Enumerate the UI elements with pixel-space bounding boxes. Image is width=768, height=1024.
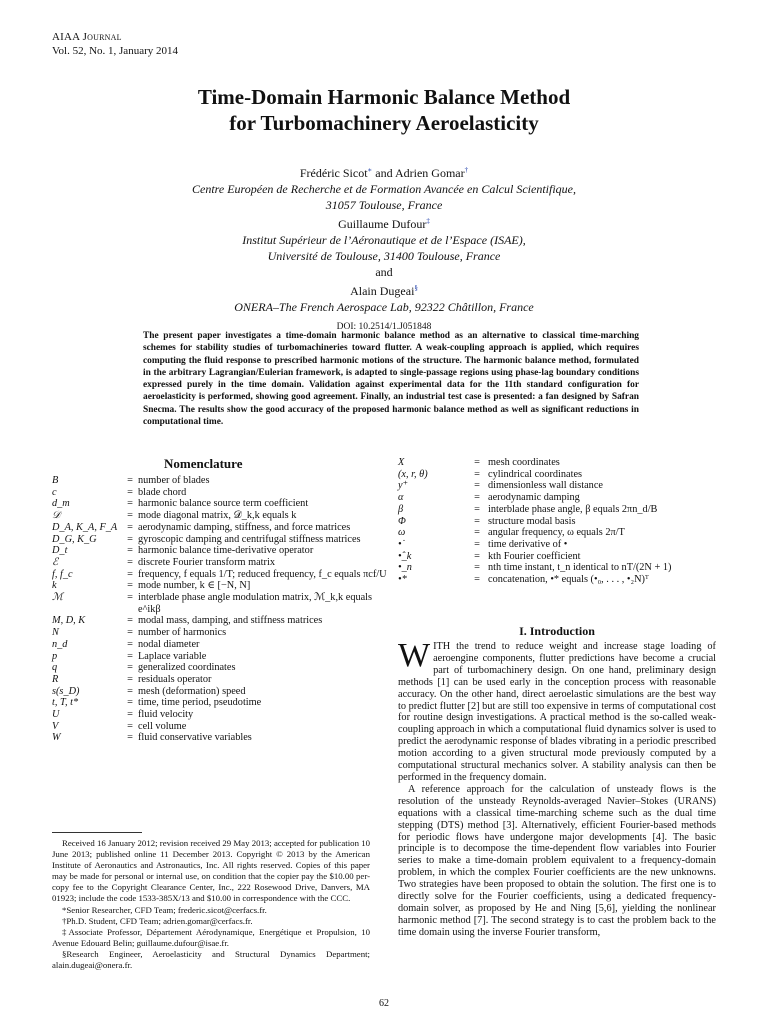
- nomenclature-symbol: M, D, K: [52, 615, 86, 627]
- nomenclature-row: [398, 516, 714, 528]
- journal-header: [52, 30, 178, 58]
- nomenclature-row: [398, 469, 714, 481]
- nomenclature-definition: concatenation, •* equals (•₀, . . . , •₂N)ᵀ: [488, 574, 649, 586]
- nomenclature-row: [398, 551, 714, 563]
- nomenclature-symbol: q: [52, 662, 58, 674]
- nomenclature-definition: fluid conservative variables: [138, 732, 252, 744]
- nomenclature-definition: gyroscopic damping and centrifugal stiffness matrices: [138, 533, 361, 545]
- nomenclature-symbol: N: [52, 627, 59, 639]
- nomenclature-row: [398, 457, 714, 469]
- nomenclature-equals: =: [127, 709, 133, 721]
- nomenclature-row: [52, 639, 396, 651]
- nomenclature-equals: =: [127, 627, 133, 639]
- doi-label: DOI:: [336, 322, 359, 332]
- nomenclature-equals: =: [474, 515, 480, 527]
- author-dufour: Guillaume Dufour: [338, 217, 427, 231]
- nomenclature-symbol: •*: [398, 574, 407, 586]
- nomenclature-row: [52, 721, 396, 733]
- nomenclature-definition: time derivative of •: [488, 538, 568, 550]
- nomenclature-row: [398, 539, 714, 551]
- author-and: and: [375, 265, 393, 279]
- nomenclature-definition: harmonic balance time-derivative operator: [138, 545, 314, 557]
- nomenclature-equals: =: [127, 732, 133, 744]
- nomenclature-symbol: y⁺: [398, 480, 409, 492]
- intro-paragraph-1-text: ITH the trend to reduce weight and increase stage loading of aeroengine components, flutter predictions have become a crucial part of turbomachinery design. On one hand, preliminary design methods [1] can be used early in the conception process with reasonable accuracy. On the other hand, direct aeroelastic simulations are the best way to predict flutter [2] but are still too expensive in terms of computational cost for routine design investigations. A practical method is the so-called weak-coupling approach in which a computational fluid dynamics solver is used to predict the aerodynamic response of blades vibrating in a periodic prescribed motion according to a given structural mode previously computed by a computational structural mechanics solver. A stability analysis can then be performed in the frequency domain.: [398, 641, 716, 783]
- nomenclature-definition: harmonic balance source term coefficient: [138, 498, 309, 510]
- author-dufour-line: [0, 213, 768, 232]
- nomenclature-equals: =: [127, 498, 133, 510]
- nomenclature-symbol: X: [398, 457, 405, 468]
- nomenclature-definition: frequency, f equals 1/T; reduced frequency, f_c equals πcf/U: [138, 568, 387, 580]
- nomenclature-row: [52, 627, 396, 639]
- nomenclature-equals: =: [127, 533, 133, 545]
- nomenclature-row: [52, 732, 396, 744]
- nomenclature-row: [52, 475, 396, 487]
- nomenclature-definition: cylindrical coordinates: [488, 468, 583, 480]
- abstract: The present paper investigates a time-domain harmonic balance method as an alternative to classical time-marching schemes for stability studies of turbomachineries toward flutter. A weak-coupling approach is applied, which requires computing the fluid response to prescribed harmonic motions of the structure. The harmonic balance method, formulated in the arbitrary Lagrangian/Eulerian framework, is adapted to single-passage regions using phase-lag boundary conditions expressed purely in the time domain. Validation against experimental data for the 11th standard configuration for aeroelasticity is performed, showing good agreement. Finally, an industrial test case is presented: a fan designed by Safran Snecma. The results show the good accuracy of the proposed harmonic balance method as well as significant reductions in computational time.: [143, 331, 639, 428]
- nomenclature-equals: =: [127, 697, 133, 709]
- footnotes: [52, 838, 370, 971]
- nomenclature-equals: =: [127, 521, 133, 533]
- title-line-1: Time-Domain Harmonic Balance Method: [197, 85, 571, 109]
- nomenclature-definition: mode number, k ∈ [−N, N]: [138, 580, 251, 592]
- nomenclature-symbol: Φ: [398, 515, 406, 527]
- footnote-link-gomar[interactable]: †: [464, 166, 469, 174]
- nomenclature-row: [52, 510, 396, 522]
- affiliation-isae-1: Institut Supérieur de l’Aéronautique et de l’Espace (ISAE),: [242, 233, 526, 247]
- section-heading-introduction: I. Introduction: [519, 624, 595, 638]
- nomenclature-definition: mesh (deformation) speed: [138, 685, 246, 697]
- affiliation-isae-2: Université de Toulouse, 31400 Toulouse, France: [267, 249, 501, 263]
- author-block: [0, 162, 768, 335]
- nomenclature-symbol: t, T, t*: [52, 697, 79, 709]
- author-dugeai-line: [0, 280, 768, 299]
- author-dugeai: Alain Dugeai: [350, 284, 415, 298]
- nomenclature-symbol: α: [398, 492, 404, 504]
- nomenclature-equals: =: [127, 592, 133, 604]
- nomenclature-symbol: •_n: [398, 562, 412, 574]
- intro-paragraph-2: A reference approach for the calculation of unsteady flows is the resolution of the unsteady Reynolds-averaged Navier–Stokes (URANS) equations with a classical time-marching scheme such as the dual time stepping (DTS) method [3]. Alternatively, efficient Fourier-based methods for periodic flows have undergone major developments [4]. The basic principle is to decompose the time-dependent flow variables into Fourier series to make a time-domain problem equivalent to a frequency-domain problem, in which the complex Fourier coefficients are the new unknowns. Two strategies have been proposed to obtain the solution. The first one is to directly solve for the Fourier coefficients, using a dedicated frequency-domain solver, as proposed by He and Ning [5,6], yielding the nonlinear harmonic method [7]. The second strategy is to cast the problem back to the time domain using the inverse Fourier transform,: [398, 783, 716, 938]
- nomenclature-equals: =: [127, 662, 133, 674]
- nomenclature-equals: =: [127, 556, 133, 568]
- nomenclature-equals: =: [474, 468, 480, 480]
- nomenclature-definition: interblade phase angle, β equals 2πn_d/B: [488, 503, 658, 515]
- author-sicot: Frédéric Sicot: [299, 166, 368, 180]
- footnote-link-dufour[interactable]: ‡: [426, 217, 430, 225]
- footnote-link-sicot[interactable]: ∗: [367, 166, 373, 174]
- nomenclature-symbol: ω: [398, 527, 406, 539]
- nomenclature-row: [52, 580, 396, 592]
- footnote-item: Received 16 January 2012; revision received 29 May 2013; accepted for publication 10 June 2013; published online 11 December 2013. Copyright © 2013 by the American Institute of Aeronautics and Astronautics, Inc. All rights reserved. Copies of this paper may be made for personal or internal use, on condition that the copier pay the $10.00 per-copy fee to the Copyright Clearance Center, Inc., 222 Rosewood Drive, Danvers, MA 01923; include the code 1533-385X/13 and $10.00 in correspondence with the CCC.: [52, 838, 370, 904]
- nomenclature-equals: =: [474, 457, 480, 468]
- nomenclature-definition: dimensionless wall distance: [488, 480, 603, 492]
- nomenclature-symbol: c: [52, 486, 57, 498]
- nomenclature-symbol: f, f_c: [52, 568, 73, 580]
- nomenclature-equals: =: [474, 480, 480, 492]
- nomenclature-row: [398, 574, 714, 586]
- nomenclature-row: [398, 504, 714, 516]
- nomenclature-definition: nodal diameter: [138, 638, 200, 650]
- drop-cap: W: [398, 637, 431, 674]
- nomenclature-row: [52, 674, 396, 686]
- nomenclature-symbol: U: [52, 709, 60, 721]
- footnote-link-dugeai[interactable]: §: [414, 284, 418, 292]
- nomenclature-symbol: W: [52, 732, 61, 744]
- nomenclature-definition: generalized coordinates: [138, 662, 236, 674]
- nomenclature-equals: =: [127, 568, 133, 580]
- nomenclature-row: [398, 562, 714, 574]
- nomenclature-definition: interblade phase angle modulation matrix, ℳ_k,k equals e^ikβ: [138, 592, 373, 615]
- nomenclature-equals: =: [127, 685, 133, 697]
- nomenclature-equals: =: [127, 510, 133, 522]
- nomenclature-definition: residuals operator: [138, 673, 212, 685]
- authors-line-1: [0, 162, 768, 181]
- affiliation-cerfacs-1: Centre Européen de Recherche et de Formation Avancée en Calcul Scientifique,: [192, 182, 576, 196]
- nomenclature-row: [52, 569, 396, 581]
- nomenclature-equals: =: [127, 650, 133, 662]
- nomenclature-equals: =: [474, 492, 480, 504]
- nomenclature-symbol: •̂_k: [398, 550, 412, 562]
- nomenclature-definition: aerodynamic damping, stiffness, and force matrices: [138, 521, 351, 533]
- nomenclature-equals: =: [127, 545, 133, 557]
- doi-link[interactable]: 10.2514/1.J051848: [358, 322, 432, 332]
- nomenclature-equals: =: [474, 503, 480, 515]
- nomenclature-definition: nth time instant, t_n identical to nT/(2N + 1): [488, 562, 672, 574]
- nomenclature-symbol: s(s_D): [52, 685, 80, 697]
- nomenclature-symbol: D_G, K_G: [52, 533, 97, 545]
- nomenclature-row: [52, 545, 396, 557]
- nomenclature-symbol: V: [52, 720, 59, 732]
- nomenclature-definition: number of harmonics: [138, 627, 227, 639]
- nomenclature-equals: =: [127, 720, 133, 732]
- nomenclature-definition: aerodynamic damping: [488, 492, 580, 504]
- nomenclature-definition: modal mass, damping, and stiffness matrices: [138, 615, 323, 627]
- nomenclature-equals: =: [474, 538, 480, 550]
- nomenclature-definition: discrete Fourier transform matrix: [138, 556, 275, 568]
- nomenclature-row: [398, 527, 714, 539]
- author-gomar: and Adrien Gomar: [372, 166, 465, 180]
- footnote-item: §Research Engineer, Aeroelasticity and Structural Dynamics Department; alain.dugeai@onera.fr.: [52, 948, 370, 971]
- journal-name: AIAA Journal: [52, 31, 122, 43]
- nomenclature-definition: number of blades: [138, 475, 210, 486]
- footnote-item: *Senior Researcher, CFD Team; frederic.sicot@cerfacs.fr.: [62, 904, 267, 915]
- nomenclature-definition: angular frequency, ω equals 2π/T: [488, 527, 625, 539]
- nomenclature-symbol: •̇: [398, 538, 402, 550]
- nomenclature-symbol: R: [52, 673, 59, 685]
- affiliation-cerfacs-2: 31057 Toulouse, France: [325, 198, 443, 212]
- nomenclature-right-list: [398, 457, 714, 586]
- nomenclature-definition: fluid velocity: [138, 709, 194, 721]
- nomenclature-equals: =: [127, 638, 133, 650]
- nomenclature-symbol: n_d: [52, 638, 68, 650]
- nomenclature-equals: =: [127, 580, 133, 592]
- nomenclature-definition: structure modal basis: [488, 515, 576, 527]
- nomenclature-row: [52, 498, 396, 510]
- introduction-body: [398, 637, 716, 939]
- page-number: 62: [379, 998, 389, 1009]
- nomenclature-definition: kth Fourier coefficient: [488, 550, 581, 562]
- nomenclature-symbol: d_m: [52, 498, 70, 510]
- nomenclature-row: [52, 487, 396, 499]
- nomenclature-symbol: ℳ: [52, 592, 64, 604]
- nomenclature-row: [52, 709, 396, 721]
- nomenclature-definition: mode diagonal matrix, 𝒟_k,k equals k: [138, 510, 297, 522]
- nomenclature-equals: =: [474, 550, 480, 562]
- nomenclature-row: [398, 480, 714, 492]
- nomenclature-row: [398, 492, 714, 504]
- nomenclature-equals: =: [474, 574, 480, 586]
- nomenclature-definition: cell volume: [138, 720, 187, 732]
- nomenclature-symbol: D_A, K_A, F_A: [52, 521, 118, 533]
- footnote-divider: [52, 832, 142, 833]
- nomenclature-equals: =: [127, 615, 133, 627]
- nomenclature-equals: =: [127, 475, 133, 486]
- nomenclature-symbol: B: [52, 475, 59, 486]
- nomenclature-definition: mesh coordinates: [488, 457, 560, 468]
- nomenclature-left-list: [52, 475, 396, 744]
- nomenclature-row: [52, 592, 396, 615]
- nomenclature-equals: =: [474, 562, 480, 574]
- nomenclature-symbol: (x, r, θ): [398, 468, 428, 480]
- intro-paragraph-1: [398, 637, 716, 784]
- nomenclature-equals: =: [474, 527, 480, 539]
- nomenclature-symbol: k: [52, 580, 57, 592]
- nomenclature-symbol: 𝒟: [52, 510, 61, 522]
- nomenclature-title: Nomenclature: [164, 456, 243, 471]
- footnote-item: ‡Associate Professor, Département Aérodynamique, Energétique et Propulsion, 10 Avenue Edouard Belin; guillaume.dufour@isae.fr.: [52, 926, 370, 948]
- nomenclature-row: [52, 615, 396, 627]
- nomenclature-row: [52, 557, 396, 569]
- title-line-2: for Turbomachinery Aeroelasticity: [229, 111, 539, 135]
- footnote-item: †Ph.D. Student, CFD Team; adrien.gomar@cerfacs.fr.: [62, 915, 253, 926]
- nomenclature-row: [52, 662, 396, 674]
- nomenclature-symbol: ℰ: [52, 556, 59, 568]
- nomenclature-row: [52, 686, 396, 698]
- nomenclature-definition: Laplace variable: [138, 650, 207, 662]
- journal-volume: Vol. 52, No. 1, January 2014: [52, 45, 178, 57]
- nomenclature-symbol: p: [52, 650, 58, 662]
- nomenclature-symbol: β: [398, 503, 404, 515]
- nomenclature-symbol: D_t: [52, 545, 68, 557]
- nomenclature-equals: =: [127, 486, 133, 498]
- nomenclature-definition: time, time period, pseudotime: [138, 697, 262, 709]
- nomenclature-definition: blade chord: [138, 486, 187, 498]
- nomenclature-row: [52, 522, 396, 534]
- nomenclature-row: [52, 651, 396, 663]
- nomenclature-row: [52, 697, 396, 709]
- paper-title: [0, 84, 768, 136]
- affiliation-onera: ONERA–The French Aerospace Lab, 92322 Châtillon, France: [234, 300, 534, 314]
- nomenclature-row: [52, 534, 396, 546]
- nomenclature-equals: =: [127, 673, 133, 685]
